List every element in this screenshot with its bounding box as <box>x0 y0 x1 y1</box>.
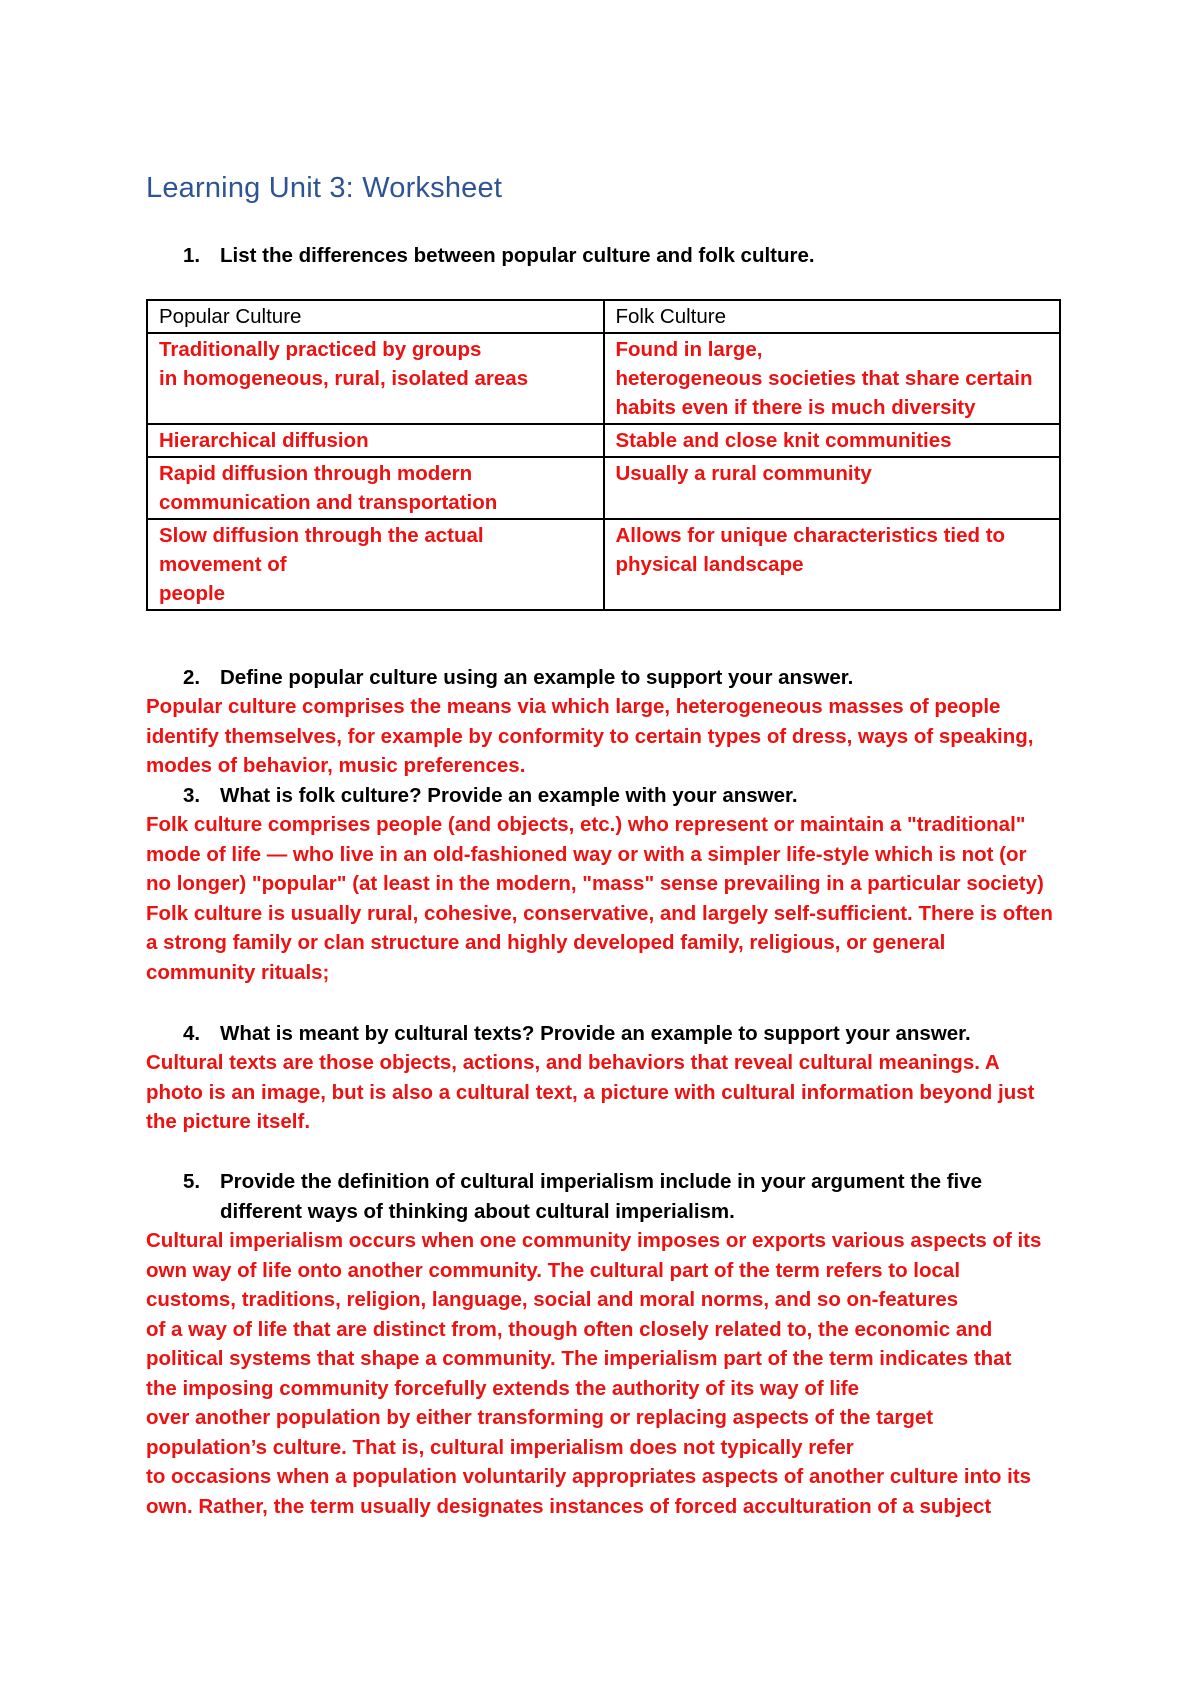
question-5 <box>183 1167 1083 1226</box>
answer-line: Cultural imperialism occurs when one community imposes or exports various aspects of its <box>146 1229 1042 1252</box>
folk-cell <box>604 457 1061 519</box>
question-number: 1. <box>183 244 201 267</box>
question-text-line: different ways of thinking about cultural imperialism. <box>220 1199 735 1223</box>
cell-line: habits even if there is much diversity <box>615 396 976 419</box>
question-4 <box>183 1019 1083 1049</box>
answer-line: Cultural texts are those objects, actions, and behaviors that reveal cultural meanings. A <box>146 1051 1000 1074</box>
question-number: 3. <box>183 784 201 807</box>
cell-line: people <box>159 582 226 605</box>
table-header-row <box>147 300 1060 333</box>
answer-line: Folk culture is usually rural, cohesive, conservative, and largely self-sufficient. There is often <box>146 901 1053 925</box>
question-text-line: Provide the definition of cultural imperialism include in your argument the five <box>220 1170 983 1193</box>
column-header-folk: Folk Culture <box>604 300 1061 333</box>
answer-line: political systems that shape a community. The imperialism part of the term indicates that <box>146 1347 1012 1370</box>
folk-cell <box>604 519 1061 610</box>
question-text: What is meant by cultural texts? Provide an example to support your answer. <box>220 1022 971 1045</box>
answer-line: own. Rather, the term usually designates instances of forced acculturation of a subject <box>146 1494 992 1518</box>
answer-line: the picture itself. <box>146 1110 311 1133</box>
cell-line: communication and transportation <box>159 491 498 514</box>
answer-line: identify themselves, for example by conformity to certain types of dress, ways of speaking, <box>146 724 1034 748</box>
answer-line: of a way of life that are distinct from, though often closely related to, the economic and <box>146 1317 993 1341</box>
question-text: What is folk culture? Provide an example with your answer. <box>220 784 798 807</box>
answer-line: no longer) "popular" (at least in the modern, "mass" sense prevailing in a particular society) <box>146 872 1044 895</box>
question-number: 5. <box>183 1170 201 1193</box>
question-2 <box>183 663 1083 693</box>
cell-line: Allows for unique characteristics tied to <box>615 524 1006 547</box>
answer-line: Popular culture comprises the means via which large, heterogeneous masses of people <box>146 695 1001 718</box>
cell-line: heterogeneous societies that share certain <box>615 367 1033 390</box>
cell-line: Stable and close knit communities <box>615 429 952 452</box>
answer-line: over another population by either transforming or replacing aspects of the target <box>146 1406 934 1429</box>
cell-line: Traditionally practiced by groups <box>159 338 482 361</box>
cell-line: Found in large, <box>615 338 763 361</box>
cell-line: Rapid diffusion through modern <box>159 462 473 485</box>
question-number: 2. <box>183 666 201 689</box>
answer-line: community rituals; <box>146 960 330 984</box>
folk-cell <box>604 424 1061 457</box>
answer-2 <box>146 692 1086 781</box>
answer-line: own way of life onto another community. The cultural part of the term refers to local <box>146 1258 961 1282</box>
answer-line: photo is an image, but is also a cultural text, a picture with cultural information beyond just <box>146 1080 1035 1104</box>
answer-line: mode of life — who live in an old-fashioned way or with a simpler life-style which is not (or <box>146 842 1027 866</box>
cell-line: physical landscape <box>615 553 804 576</box>
popular-cell <box>147 333 604 424</box>
cell-line: movement of <box>159 553 287 576</box>
answer-line: to occasions when a population voluntarily appropriates aspects of another culture into its <box>146 1465 1032 1488</box>
page-title: Learning Unit 3: Worksheet <box>146 172 503 204</box>
popular-cell <box>147 457 604 519</box>
answer-3 <box>146 810 1086 987</box>
column-header-popular: Popular Culture <box>147 300 604 333</box>
answer-line: the imposing community forcefully extends the authority of its way of life <box>146 1376 860 1400</box>
question-text: List the differences between popular culture and folk culture. <box>220 244 815 267</box>
answer-line: a strong family or clan structure and highly developed family, religious, or general <box>146 931 946 954</box>
table-row <box>147 424 1060 457</box>
table-row <box>147 333 1060 424</box>
popular-cell <box>147 519 604 610</box>
cell-line: in homogeneous, rural, isolated areas <box>159 367 529 390</box>
culture-comparison-table <box>146 299 1061 611</box>
question-1 <box>183 241 1083 271</box>
answer-line: customs, traditions, religion, language, social and moral norms, and so on-features <box>146 1288 959 1311</box>
cell-line: Hierarchical diffusion <box>159 429 369 452</box>
cell-line: Usually a rural community <box>615 462 872 485</box>
answer-4 <box>146 1048 1086 1137</box>
question-3 <box>183 781 1083 811</box>
popular-cell <box>147 424 604 457</box>
table-row <box>147 519 1060 610</box>
answer-line: modes of behavior, music preferences. <box>146 754 526 777</box>
folk-cell <box>604 333 1061 424</box>
answer-5 <box>146 1226 1086 1521</box>
answer-line: Folk culture comprises people (and objects, etc.) who represent or maintain a "traditional" <box>146 813 1026 836</box>
answer-line: population’s culture. That is, cultural imperialism does not typically refer <box>146 1435 854 1459</box>
cell-line: Slow diffusion through the actual <box>159 524 484 547</box>
question-number: 4. <box>183 1022 201 1045</box>
question-text: Define popular culture using an example to support your answer. <box>220 666 854 689</box>
table-row <box>147 457 1060 519</box>
